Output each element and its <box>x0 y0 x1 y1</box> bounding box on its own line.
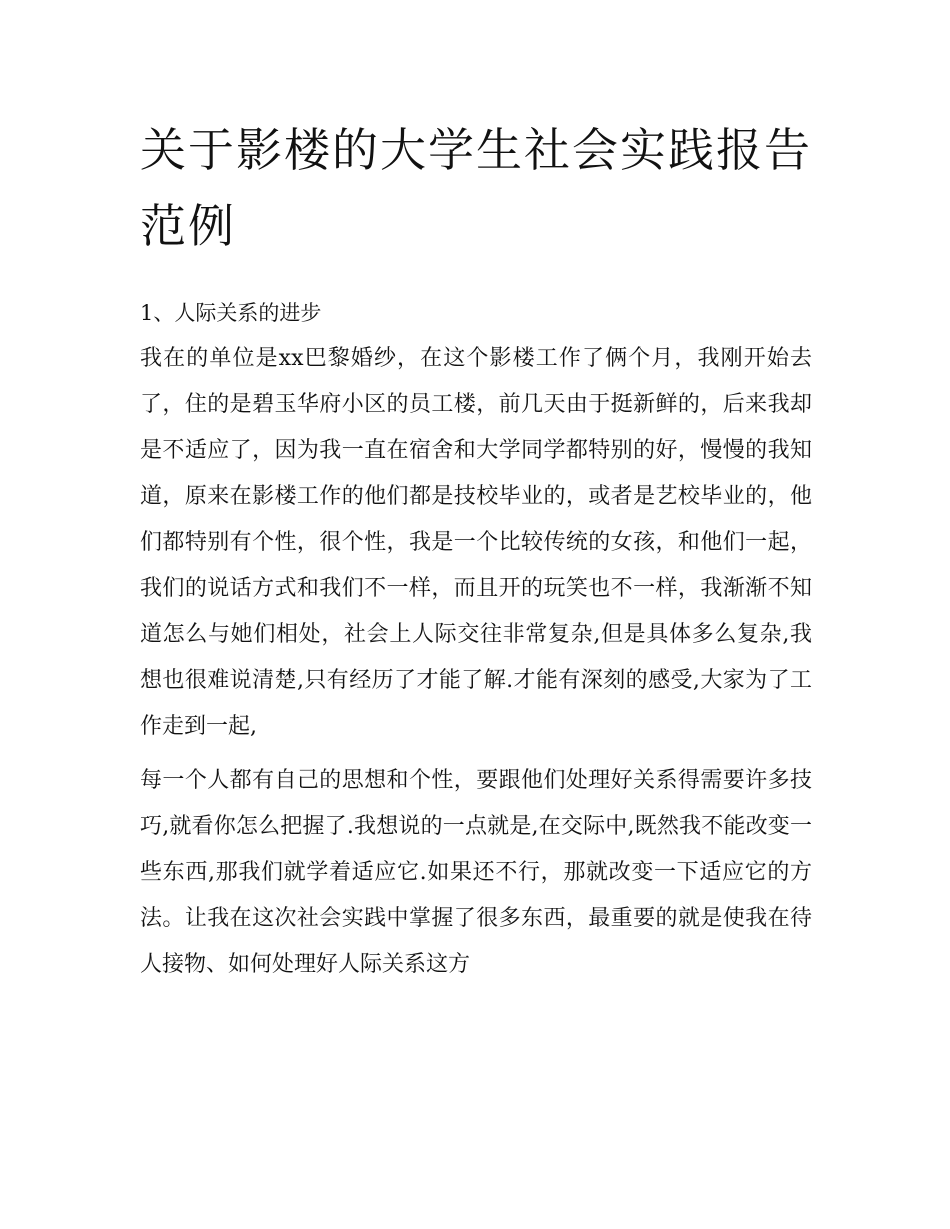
paragraph-2: 每一个人都有自己的思想和个性，要跟他们处理好关系得需要许多技巧,就看你怎么把握了.我想说的一点就是,在交际中,既然我不能改变一些东西,那我们就学着适应它.如果还不行，那就改变一下适应它的方法。让我在这次社会实践中掌握了很多东西，最重要的就是使我在待人接物、如何处理好人际关系这方 <box>140 768 812 977</box>
document-title: 关于影楼的大学生社会实践报告范例 <box>140 123 812 253</box>
section-heading: 1、人际关系的进步 <box>140 301 322 325</box>
paragraph-1: 我在的单位是xx巴黎婚纱，在这个影楼工作了俩个月，我刚开始去了，住的是碧玉华府小区的员工楼，前几天由于挺新鲜的，后来我却是不适应了，因为我一直在宿舍和大学同学都特别的好，慢慢的我知道，原来在影楼工作的他们都是技校毕业的，或者是艺校毕业的，他们都特别有个性，很个性，我是一个比较传统的女孩，和他们一起，我们的说话方式和我们不一样，而且开的玩笑也不一样，我渐渐不知道怎么与她们相处，社会上人际交往非常复杂,但是具体多么复杂,我想也很难说清楚,只有经历了才能了解.才能有深刻的感受,大家为了工作走到一起, <box>140 346 812 739</box>
document-body <box>140 112 812 988</box>
